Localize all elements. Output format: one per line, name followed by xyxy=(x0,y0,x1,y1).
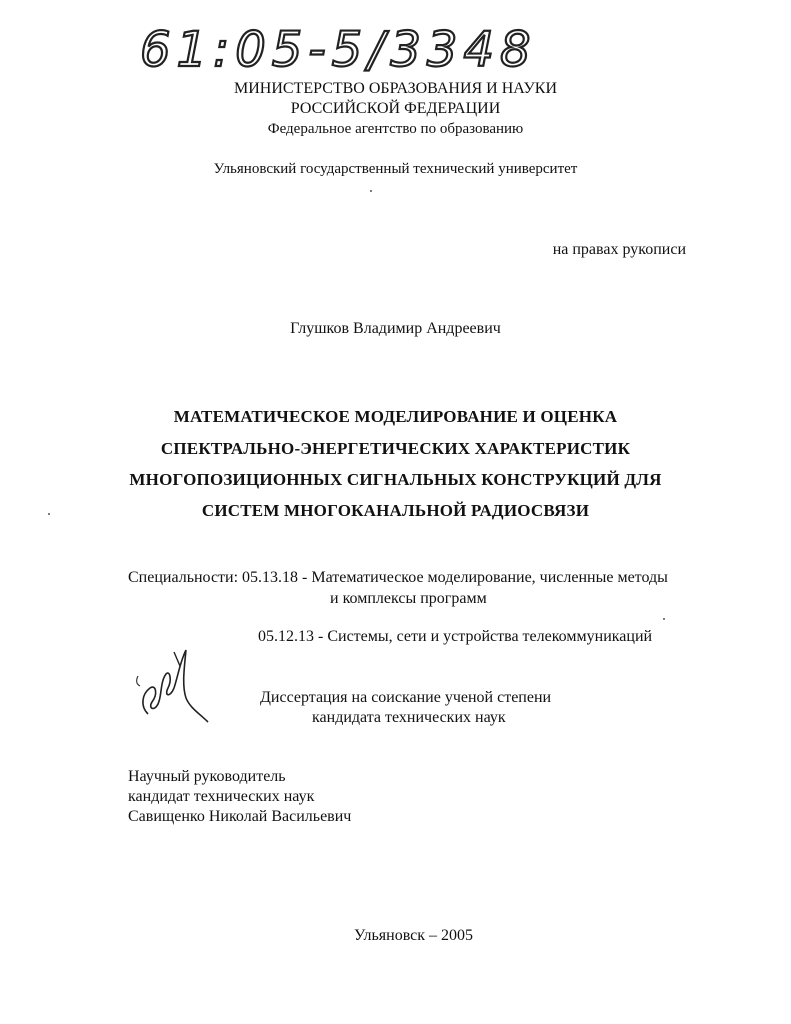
specialty-line-2: и комплексы программ xyxy=(330,590,487,607)
handwritten-code-drawing xyxy=(138,10,538,80)
signature-drawing xyxy=(128,636,218,728)
author-name: Глушков Владимир Андреевич xyxy=(290,320,501,337)
manuscript-note: на правах рукописи xyxy=(552,241,686,258)
scan-speck xyxy=(370,190,372,192)
supervisor-name: Савищенко Николай Васильевич xyxy=(128,808,352,825)
ministry-line-2: РОССИЙСКОЙ ФЕДЕРАЦИИ xyxy=(290,100,501,117)
title-line-3: МНОГОПОЗИЦИОННЫХ СИГНАЛЬНЫХ КОНСТРУКЦИЙ ДЛЯ xyxy=(129,470,662,489)
city-year: Ульяновск – 2005 xyxy=(353,927,474,944)
title-line-4: СИСТЕМ МНОГОКАНАЛЬНОЙ РАДИОСВЯЗИ xyxy=(201,501,590,520)
archive-code-text: 61:05-5/3348 xyxy=(140,22,537,78)
ministry-line-1: МИНИСТЕРСТВО ОБРАЗОВАНИЯ И НАУКИ xyxy=(233,80,557,97)
handwritten-archive-code xyxy=(138,10,538,80)
handwritten-signature xyxy=(128,636,218,728)
supervisor-degree: кандидат технических наук xyxy=(128,788,315,805)
supervisor-role: Научный руководитель xyxy=(128,768,286,785)
dissertation-line-2: кандидата технических наук xyxy=(312,709,506,726)
specialty-line-1: Специальности: 05.13.18 - Математическое моделирование, численные методы xyxy=(128,569,668,586)
agency-name: Федеральное агентство по образованию xyxy=(267,121,524,137)
scan-speck xyxy=(48,513,50,515)
title-line-2: СПЕКТРАЛЬНО-ЭНЕРГЕТИЧЕСКИХ ХАРАКТЕРИСТИК xyxy=(160,439,631,458)
specialty-line-3: 05.12.13 - Системы, сети и устройства телекоммуникаций xyxy=(258,628,653,645)
university-name: Ульяновский государственный технический университет xyxy=(213,161,578,177)
dissertation-line-1: Диссертация на соискание ученой степени xyxy=(260,689,552,706)
scan-speck xyxy=(663,618,665,620)
title-line-1: МАТЕМАТИЧЕСКОЕ МОДЕЛИРОВАНИЕ И ОЦЕНКА xyxy=(173,407,618,426)
